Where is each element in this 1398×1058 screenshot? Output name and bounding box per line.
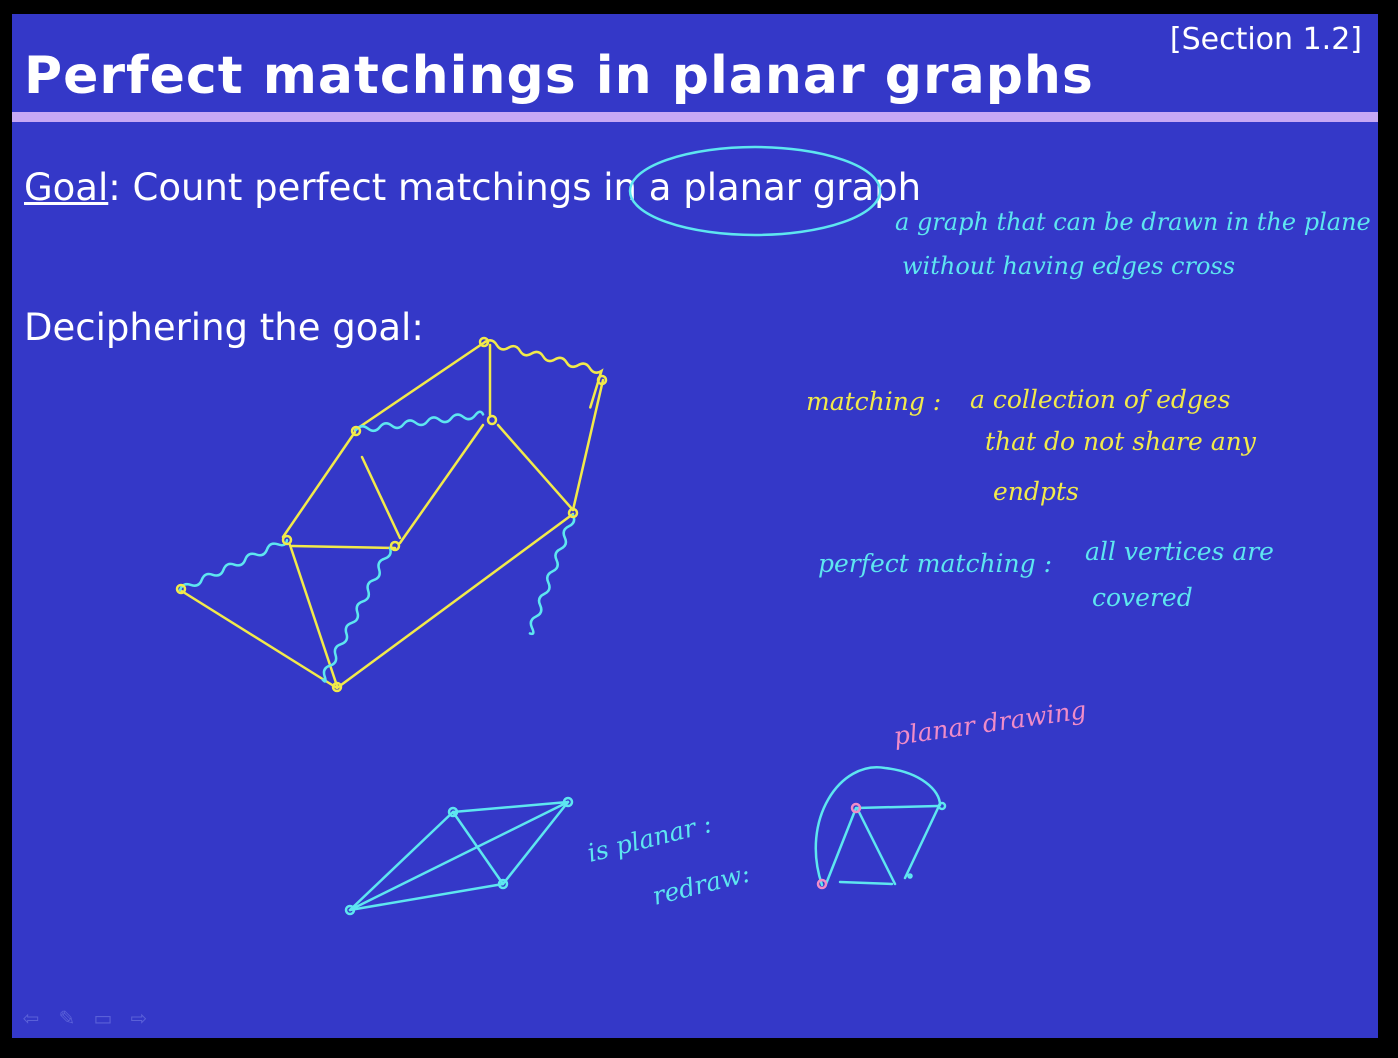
matching-def-line3: endpts	[993, 477, 1079, 506]
section-tag: [Section 1.2]	[1169, 22, 1362, 57]
prev-arrow-icon[interactable]: ⇦	[22, 1006, 40, 1030]
redraw-label: redraw:	[649, 858, 753, 911]
pen-icon[interactable]: ✎	[58, 1006, 76, 1030]
is-planar-label: is planar :	[584, 808, 715, 868]
perfect-matching-label: perfect matching :	[818, 549, 1053, 578]
goal-label: Goal	[24, 166, 109, 209]
matching-label: matching :	[806, 387, 942, 416]
slide-navigation	[20, 1006, 150, 1030]
perfect-def-line1: all vertices are	[1085, 537, 1274, 566]
goal-text: : Count perfect matchings in a	[108, 166, 684, 209]
nonplanar-drawing	[346, 798, 572, 914]
planar-drawing-label: planar drawing	[891, 695, 1089, 751]
goal-highlight: planar graph	[683, 166, 922, 209]
planar-definition-line2: without having edges cross	[902, 252, 1236, 280]
planar-graph-circle	[630, 147, 880, 235]
screen-icon[interactable]: ▭	[93, 1006, 113, 1030]
matching-def-line1: a collection of edges	[970, 385, 1231, 414]
yellow-graph	[177, 338, 606, 691]
matching-def-line2: that do not share any	[985, 427, 1256, 456]
slide-title: Perfect matchings in planar graphs	[24, 46, 1094, 106]
planar-redraw	[816, 767, 945, 885]
next-arrow-icon[interactable]: ⇨	[130, 1006, 148, 1030]
perfect-def-line2: covered	[1092, 583, 1193, 612]
planar-definition-line1: a graph that can be drawn in the plane	[895, 208, 1371, 236]
deciphering-heading: Deciphering the goal:	[24, 306, 424, 349]
